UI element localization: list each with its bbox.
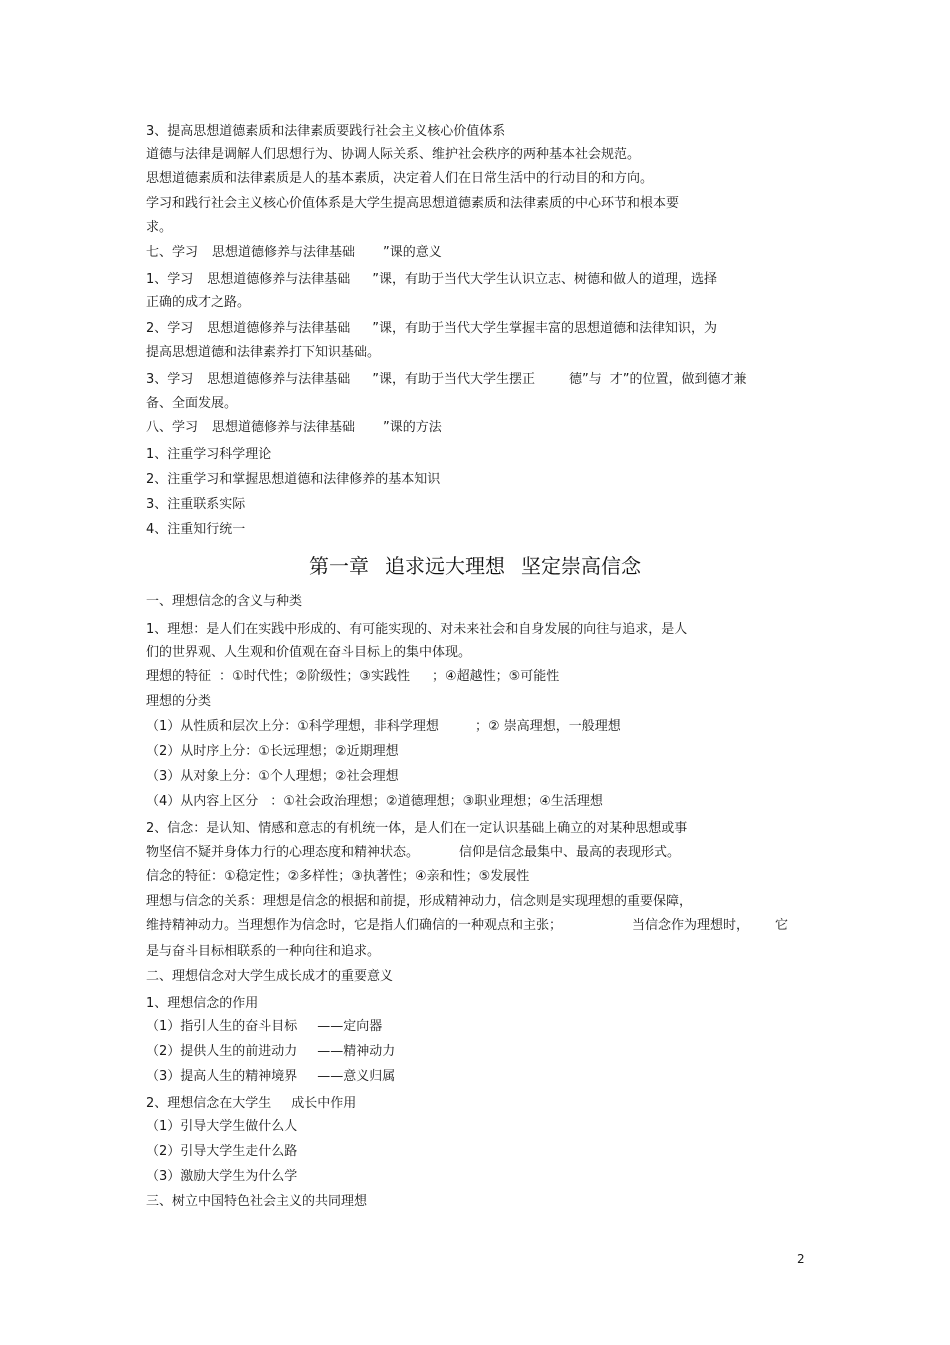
text-line: （3）提高人生的精神境界 ——意义归属 (146, 1069, 396, 1084)
text-line: 思想道德素质和法律素质是人的基本素质，决定着人们在日常生活中的行动目的和方向。 (146, 171, 654, 186)
section-heading: 一、理想信念的含义与种类 (146, 594, 303, 609)
text-line: （4）从内容上区分 ：①社会政治理想；②道德理想；③职业理想；④生活理想 (146, 794, 603, 809)
section-heading: 八、学习 思想道德修养与法律基础 ”课的方法 (146, 420, 442, 435)
text-line: 理想的特征 ：①时代性；②阶级性；③实践性 ；④超越性；⑤可能性 (146, 669, 560, 684)
text-line: 1、注重学习科学理论 (146, 447, 272, 462)
text-line: （1）引导大学生做什么人 (146, 1119, 298, 1134)
text-line: 1、理想信念的作用 (146, 996, 259, 1011)
text-line: 2、信念：是认知、情感和意志的有机统一体，是人们在一定认识基础上确立的对某种思想或事 (146, 821, 688, 836)
text-line: 1、学习 思想道德修养与法律基础 ”课，有助于当代大学生认识立志、树德和做人的道理，选择 (146, 272, 718, 287)
text-line: 提高思想道德和法律素养打下知识基础。 (146, 345, 381, 360)
text-line: 们的世界观、人生观和价值观在奋斗目标上的集中体现。 (146, 645, 472, 660)
text-line: 3、注重联系实际 (146, 497, 246, 512)
text-line: 正确的成才之路。 (146, 295, 251, 310)
text-line: 维持精神动力。当理想作为信念时，它是指人们确信的一种观点和主张； 当信念作为理想时， 它 (146, 918, 789, 933)
text-line: （3）激励大学生为什么学 (146, 1169, 298, 1184)
text-line: （2）引导大学生走什么路 (146, 1144, 298, 1159)
text-line: （3）从对象上分：①个人理想；②社会理想 (146, 769, 399, 784)
text-line: 物坚信不疑并身体力行的心理态度和精神状态。 信仰是信念最集中、最高的表现形式。 (146, 845, 681, 860)
text-line: 3、提高思想道德素质和法律素质要践行社会主义核心价值体系 (146, 124, 506, 139)
text-line: （2）提供人生的前进动力 ——精神动力 (146, 1044, 396, 1059)
text-line: 是与奋斗目标相联系的一种向往和追求。 (146, 944, 381, 959)
text-line: 2、注重学习和掌握思想道德和法律修养的基本知识 (146, 472, 441, 487)
text-line: 道德与法律是调解人们思想行为、协调人际关系、维护社会秩序的两种基本社会规范。 (146, 147, 641, 162)
page-number: 2 (797, 1252, 805, 1266)
text-line: 求。 (146, 220, 173, 235)
text-line: 理想的分类 (146, 694, 212, 709)
section-heading: 三、树立中国特色社会主义的共同理想 (146, 1194, 368, 1209)
section-heading: 二、理想信念对大学生成长成才的重要意义 (146, 969, 394, 984)
chapter-title: 第一章 追求远大理想 坚定崇高信念 (309, 554, 641, 578)
text-line: 学习和践行社会主义核心价值体系是大学生提高思想道德素质和法律素质的中心环节和根本要 (146, 196, 680, 211)
text-line: 4、注重知行统一 (146, 522, 246, 537)
section-heading: 七、学习 思想道德修养与法律基础 ”课的意义 (146, 245, 442, 260)
text-line: 信念的特征：①稳定性；②多样性；③执著性；④亲和性；⑤发展性 (146, 869, 530, 884)
text-line: 2、学习 思想道德修养与法律基础 ”课，有助于当代大学生掌握丰富的思想道德和法律知识，为 (146, 321, 718, 336)
text-line: 3、学习 思想道德修养与法律基础 ”课，有助于当代大学生摆正 德”与 才”的位置，做到德才兼 (146, 372, 747, 387)
text-line: 1、理想：是人们在实践中形成的、有可能实现的、对未来社会和自身发展的向往与追求，是人 (146, 622, 688, 637)
text-line: （2）从时序上分：①长远理想；②近期理想 (146, 744, 399, 759)
text-line: 备、全面发展。 (146, 396, 238, 411)
text-line: 理想与信念的关系：理想是信念的根据和前提，形成精神动力，信念则是实现理想的重要保障， (146, 894, 693, 909)
text-line: 2、理想信念在大学生 成长中作用 (146, 1096, 357, 1111)
text-line: （1）指引人生的奋斗目标 ——定向器 (146, 1019, 383, 1034)
text-line: （1）从性质和层次上分：①科学理想，非科学理想 ；② 崇高理想，一般理想 (146, 719, 621, 734)
